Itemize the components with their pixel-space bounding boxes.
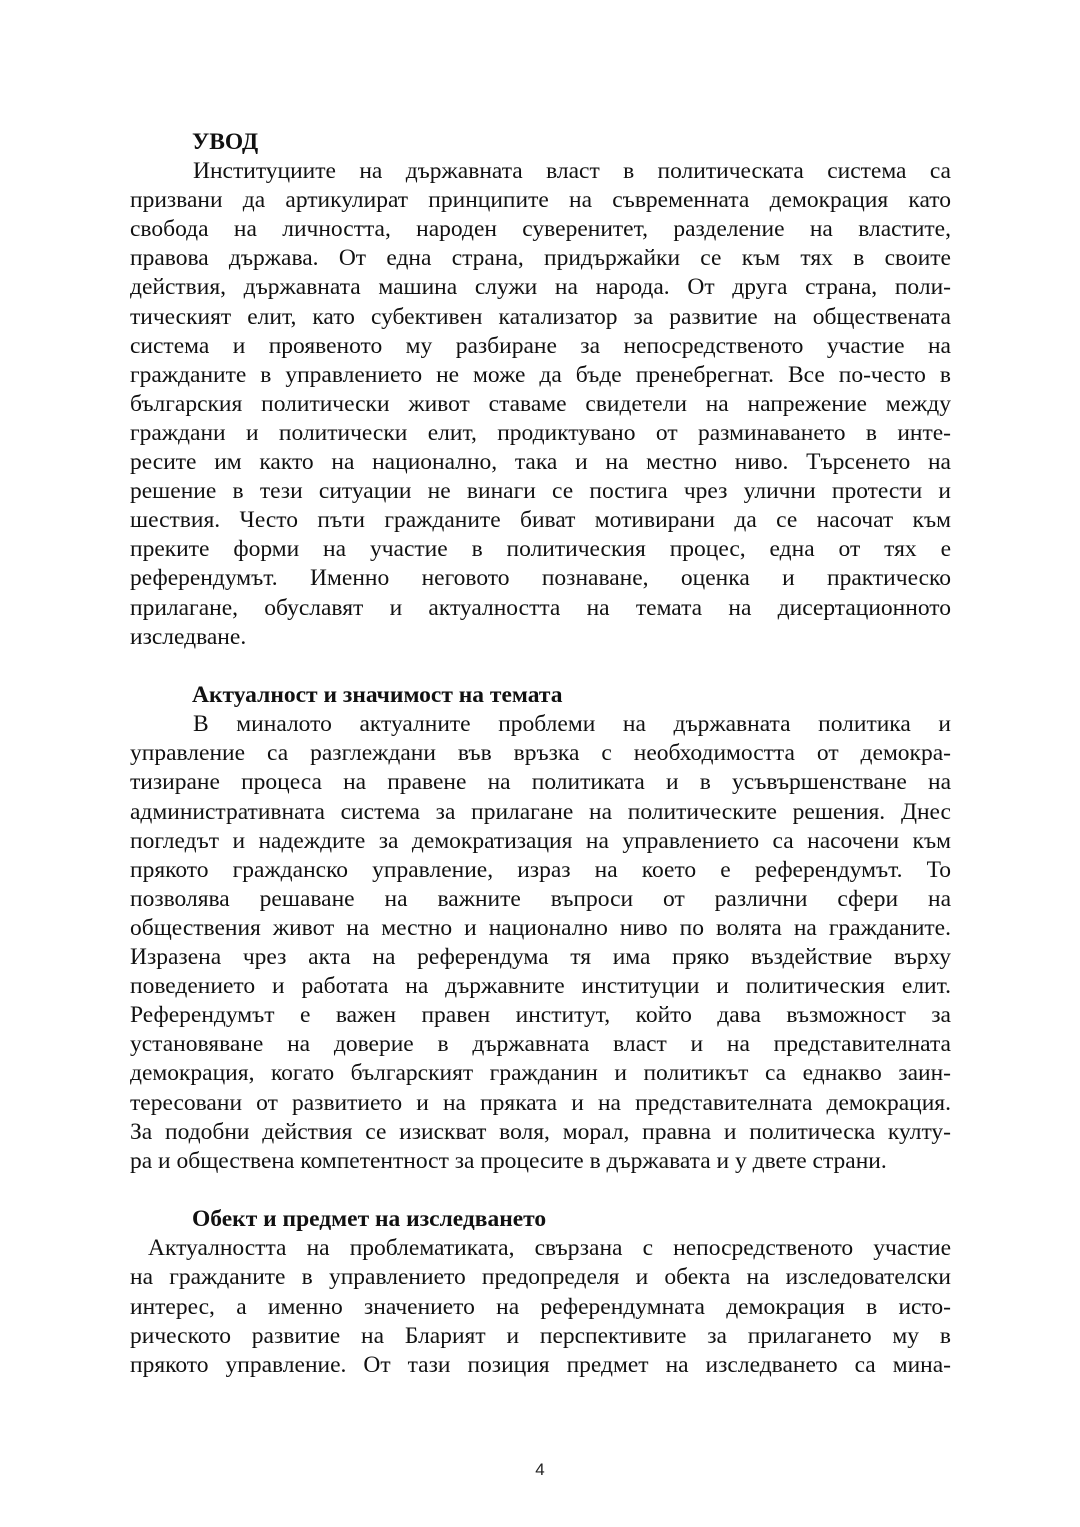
paragraph-line: на гражданите в управлението предопределя и обекта на изследователски xyxy=(130,1264,951,1291)
paragraph-line: ресите им както на национално, така и на местно ниво. Търсенето на xyxy=(130,449,951,476)
paragraph-line: гражданите в управлението не може да бъде пренебрегнат. Все по-често в xyxy=(130,361,951,388)
paragraph-line: призвани да артикулират принципите на съвременната демокрация като xyxy=(130,187,951,214)
paragraph-line: Институциите на държавната власт в политическата система са xyxy=(193,158,951,185)
paragraph-line: В миналото актуалните проблеми на държавната политика и xyxy=(193,711,951,738)
section-spacer xyxy=(130,652,951,682)
paragraph-line: погледът и надеждите за демократизация на управлението са насочени към xyxy=(130,827,951,854)
paragraph-line: правова държава. От една страна, придържайки се към тях в своите xyxy=(130,245,951,272)
paragraph-line: рическото развитие на Бларият и перспективите за прилагането му в xyxy=(130,1322,951,1349)
section-heading-object: Обект и предмет на изследването xyxy=(192,1206,547,1233)
paragraph-line: ра и обществена компетентност за процесите в държавата и у двете страни. xyxy=(130,1147,887,1174)
paragraph-line: система и проявеното му разбиране за непосредственото участие на xyxy=(130,332,951,359)
paragraph-line: действия, държавната машина служи на народа. От друга страна, поли- xyxy=(130,274,951,301)
paragraph-line: Изразена чрез акта на референдума тя има пряко въздействие върху xyxy=(130,944,951,971)
paragraph-line: прякото гражданско управление, израз на което е референдумът. То xyxy=(130,856,951,883)
paragraph-line: тересовани от развитието и на пряката и на представителната демокрация. xyxy=(130,1089,951,1116)
section-spacer xyxy=(130,1176,951,1206)
paragraph-line: поведението и работата на държавните институции и политическия елит. xyxy=(130,973,951,1000)
paragraph-line: обществения живот на местно и национално ниво по волята на гражданите. xyxy=(130,914,951,941)
paragraph-line: българския политически живот ставаме свидетели на напрежение между xyxy=(130,390,951,417)
paragraph-line: административната система за прилагане на политическите решения. Днес xyxy=(130,798,951,825)
paragraph-line: решение в тези ситуации не винаги се постига чрез улични протести и xyxy=(130,478,951,505)
paragraph-line: управление са разглеждани във връзка с необходимостта от демокра- xyxy=(130,740,951,767)
paragraph-line: прилагане, обуславят и актуалността на темата на дисертационното xyxy=(130,594,951,621)
section-heading-relevance: Актуалност и значимост на темата xyxy=(192,682,563,709)
paragraph-line: За подобни действия се изискват воля, морал, правна и политическа култу- xyxy=(130,1118,951,1145)
paragraph-line: установяване на доверие в държавната власт и на представителната xyxy=(130,1031,951,1058)
paragraph-line: тическият елит, като субективен катализатор за развитие на обществената xyxy=(130,303,951,330)
paragraph-line: позволява решаване на важните въпроси от различни сфери на xyxy=(130,885,951,912)
paragraph-line: демокрация, когато българският гражданин и политикът са еднакво заин- xyxy=(130,1060,951,1087)
paragraph-line: изследване. xyxy=(130,623,247,650)
paragraph-line: граждани и политически елит, продиктувано от разминаването в инте- xyxy=(130,419,951,446)
paragraph-line: преките форми на участие в политическия процес, една от тях е xyxy=(130,536,951,563)
paragraph-line: шествия. Често пъти гражданите биват мотивирани да се насочат към xyxy=(130,507,951,534)
page-number: 4 xyxy=(535,1460,545,1479)
paragraph-line: Актуалността на проблематиката, свързана с непосредственото участие xyxy=(148,1235,951,1262)
paragraph-line: тизиране процеса на правене на политиката и в усъвършенстване на xyxy=(130,769,951,796)
paragraph-line: Референдумът е важен правен институт, който дава възможност за xyxy=(130,1002,951,1029)
document-page xyxy=(130,128,951,1380)
paragraph-line: прякото управление. От тази позиция предмет на изследването са мина- xyxy=(130,1351,951,1378)
section-heading-intro: УВОД xyxy=(192,129,259,155)
paragraph-line: интерес, а именно значението на референдумната демокрация в исто- xyxy=(130,1293,951,1320)
paragraph-line: свобода на личността, народен суверенитет, разделение на властите, xyxy=(130,216,951,243)
paragraph-line: референдумът. Именно неговото познаване, оценка и практическо xyxy=(130,565,951,592)
